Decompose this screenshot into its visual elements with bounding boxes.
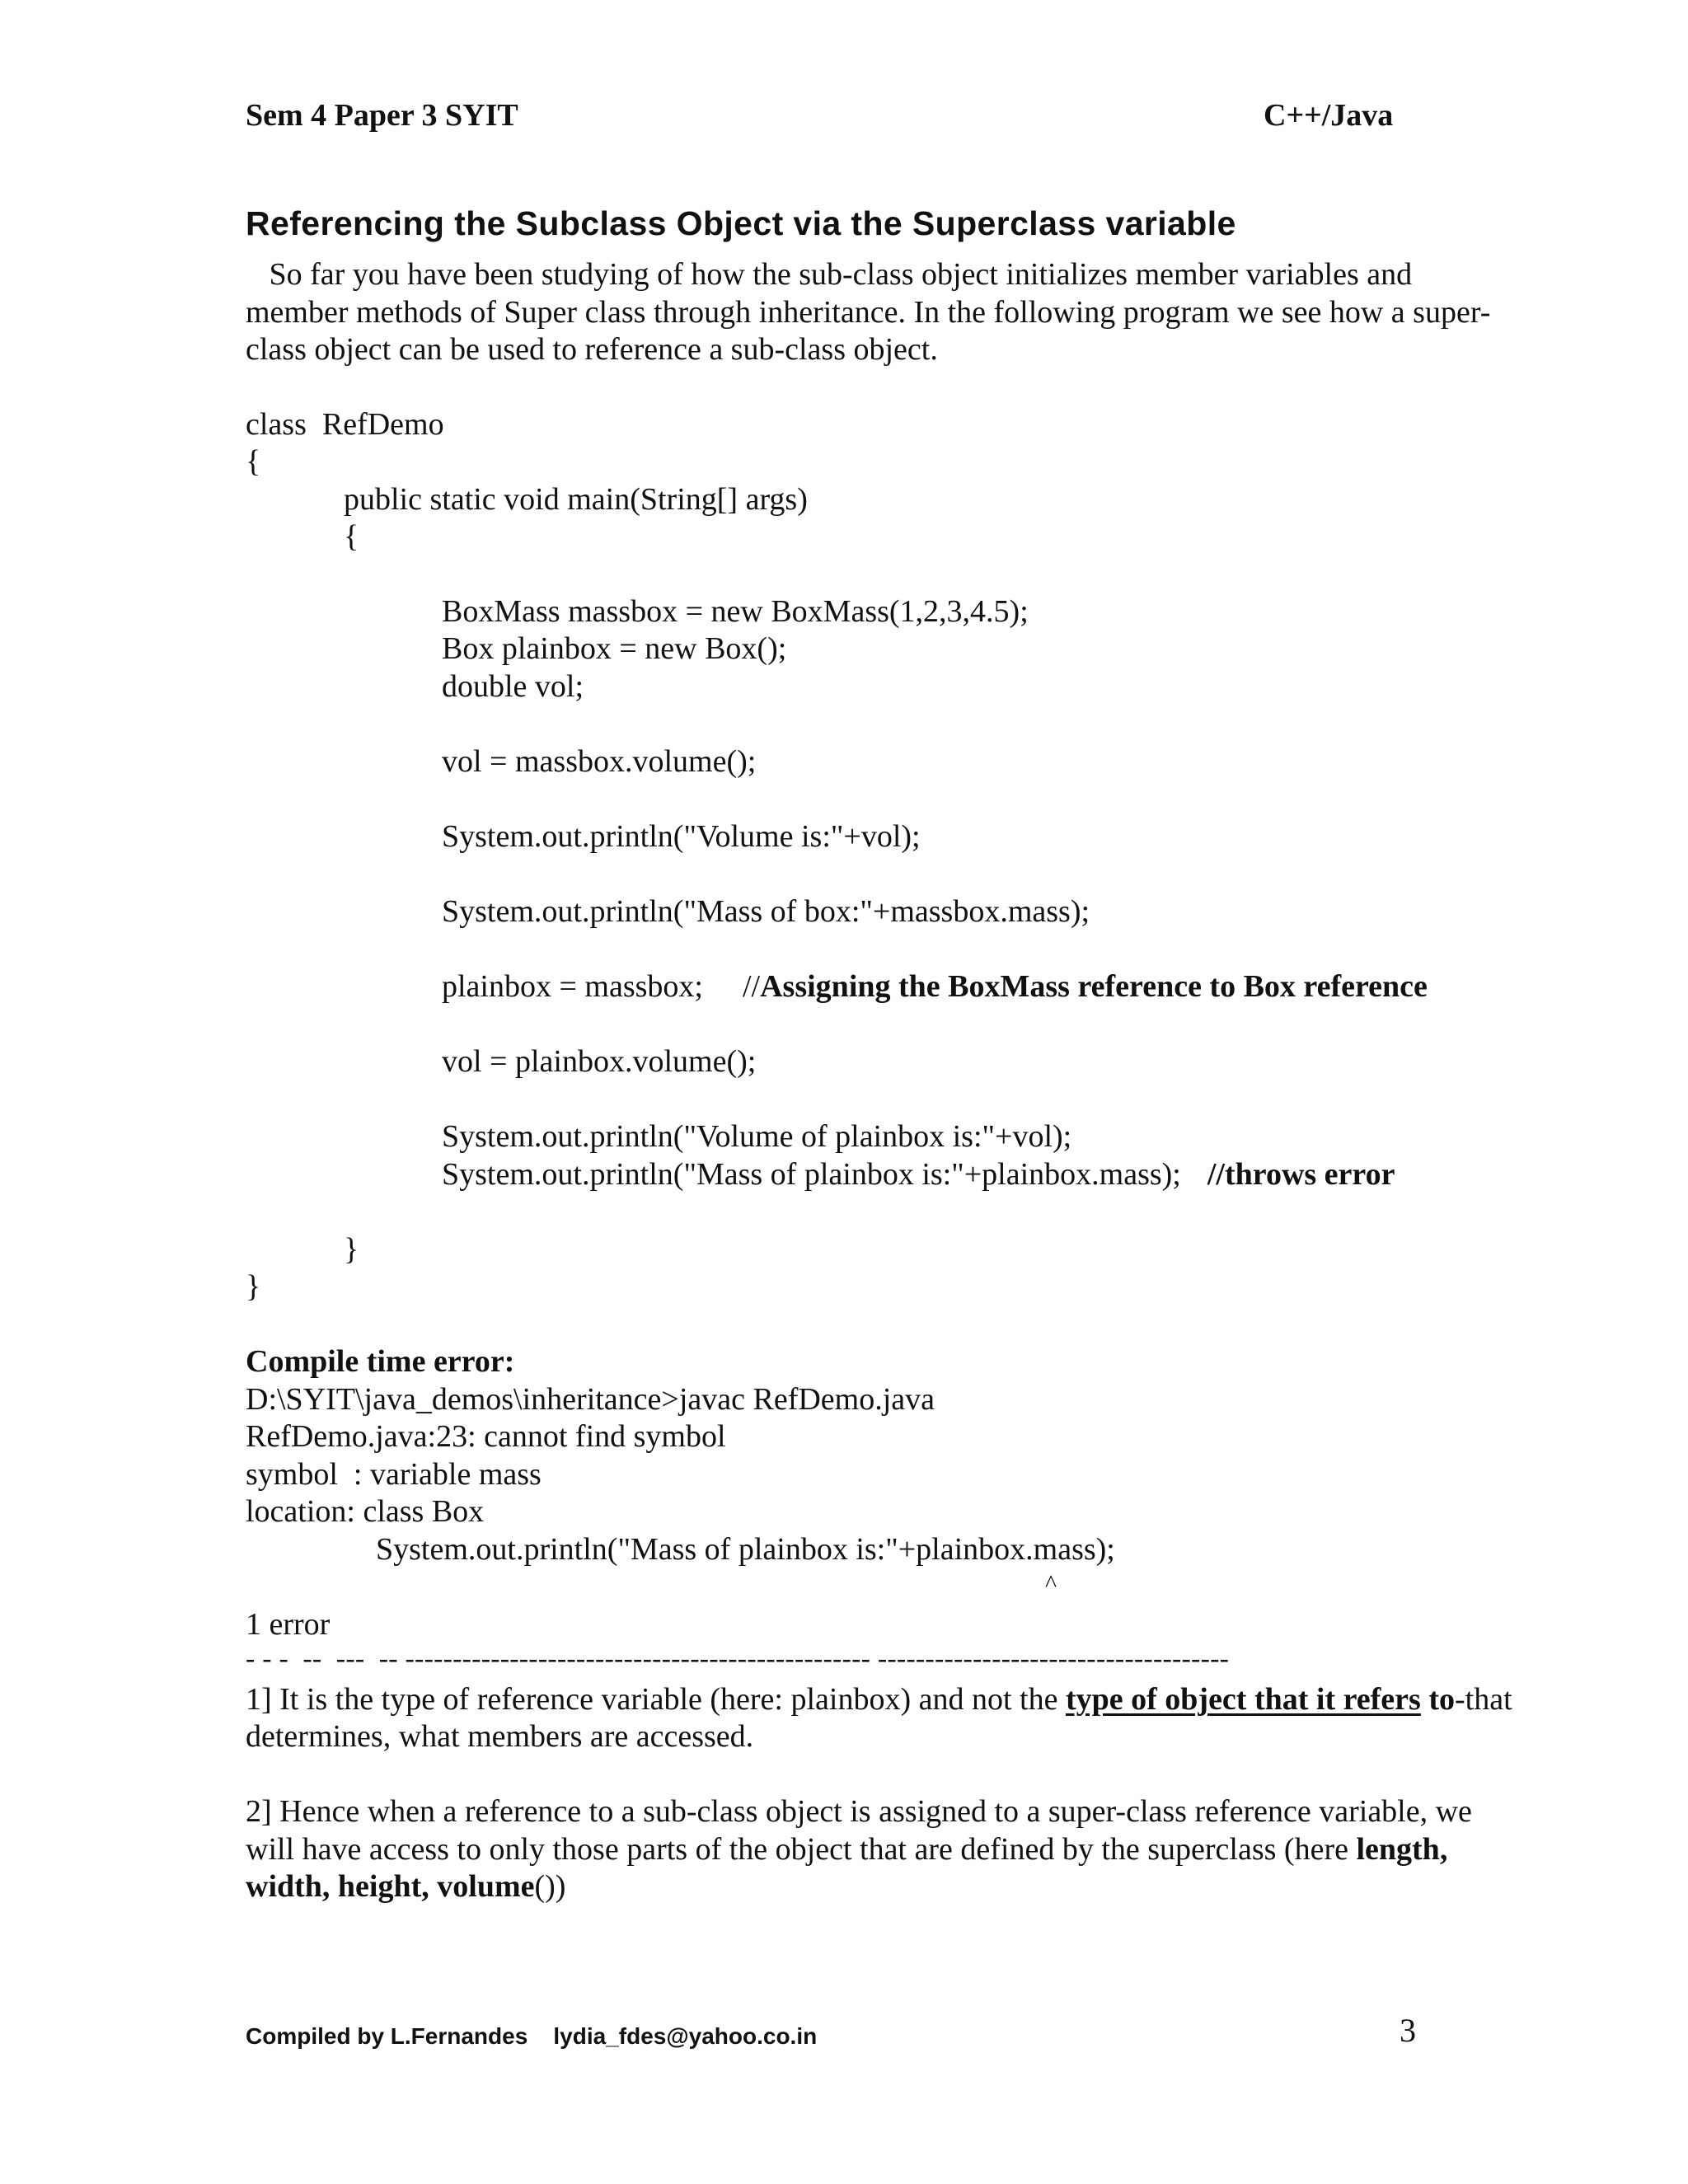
code-line-3: double vol; — [442, 669, 584, 704]
note-2-line-2 — [246, 1830, 1447, 1868]
intro-line-2: member methods of Super class through inheritance. In the following program we see how a super- — [246, 295, 1491, 330]
code-close-brace-outer: } — [246, 1269, 261, 1304]
note-1-to: to — [1420, 1682, 1455, 1717]
note-1-line-2: determines, what members are accessed. — [246, 1719, 754, 1754]
note-2-line-1: 2] Hence when a reference to a sub-class object is assigned to a super-class reference variable, we — [246, 1794, 1472, 1829]
code-line-9: System.out.println("Volume of plainbox is:"+vol); — [442, 1119, 1072, 1154]
page-number: 3 — [1400, 2012, 1416, 2049]
note-2-emphasis-b: width, height, volume — [246, 1869, 535, 1904]
code-line-10-code: System.out.println("Mass of plainbox is:"+plainbox.mass); — [442, 1157, 1181, 1192]
compile-error-line-2: RefDemo.java:23: cannot find symbol — [246, 1419, 726, 1454]
intro-line-1: So far you have been studying of how the sub-class object initializes member variables and — [246, 257, 1413, 292]
code-line-8: vol = plainbox.volume(); — [442, 1044, 757, 1079]
note-1-text-a: 1] It is the type of reference variable (here: plainbox) and not the — [246, 1682, 1066, 1717]
code-open-brace-outer: { — [246, 444, 261, 479]
code-line-1: BoxMass massbox = new BoxMass(1,2,3,4.5); — [442, 594, 1029, 629]
code-class-decl: class RefDemo — [246, 407, 444, 442]
compile-error-caret: ^ — [1045, 1570, 1057, 1597]
compile-error-line-5: System.out.println("Mass of plainbox is:"+plainbox.mass); — [376, 1532, 1115, 1567]
code-open-brace-inner: { — [344, 519, 359, 554]
code-line-10-comment: //throws error — [1207, 1157, 1395, 1192]
code-line-7-code: plainbox = massbox; — [442, 969, 703, 1004]
compile-error-count: 1 error — [246, 1607, 331, 1642]
note-2-line-3 — [246, 1868, 565, 1905]
note-2-text-b: ()) — [534, 1869, 566, 1904]
separator-line: - - - -- --- -- ------------------------------------------------- ------------------------------------- — [246, 1643, 1230, 1674]
note-2-emphasis-a: length, — [1356, 1832, 1448, 1867]
note-1-emphasis: type of object that it refers — [1065, 1682, 1421, 1717]
compile-error-line-3: symbol : variable mass — [246, 1457, 542, 1492]
note-1-line-1 — [246, 1680, 1512, 1718]
code-line-6: System.out.println("Mass of box:"+massbox.mass); — [442, 894, 1090, 929]
code-line-10 — [442, 1155, 1395, 1193]
code-line-7-comment: Assigning the BoxMass reference to Box reference — [760, 969, 1428, 1004]
code-main-decl: public static void main(String[] args) — [344, 482, 808, 517]
header-right: C++/Java — [1264, 98, 1394, 133]
compile-error-line-4: location: class Box — [246, 1494, 485, 1529]
code-line-7-slashes: // — [742, 969, 761, 1004]
compile-error-heading: Compile time error: — [246, 1344, 515, 1379]
note-1-text-d: -that — [1454, 1682, 1512, 1717]
code-line-7 — [442, 968, 1428, 1005]
section-title: Referencing the Subclass Object via the Superclass variable — [246, 204, 1236, 242]
compile-error-line-1: D:\SYIT\java_demos\inheritance>javac RefDemo.java — [246, 1382, 935, 1417]
note-2-text-a: will have access to only those parts of the object that are defined by the superclass (here — [246, 1832, 1357, 1867]
code-close-brace-inner: } — [344, 1232, 359, 1267]
code-line-4: vol = massbox.volume(); — [442, 744, 757, 779]
footer-credit: Compiled by L.Fernandes lydia_fdes@yahoo.co.in — [246, 2023, 818, 2049]
code-line-5: System.out.println("Volume is:"+vol); — [442, 819, 921, 854]
header-left: Sem 4 Paper 3 SYIT — [246, 98, 518, 133]
code-line-2: Box plainbox = new Box(); — [442, 631, 787, 666]
intro-line-3: class object can be used to reference a sub-class object. — [246, 332, 938, 367]
